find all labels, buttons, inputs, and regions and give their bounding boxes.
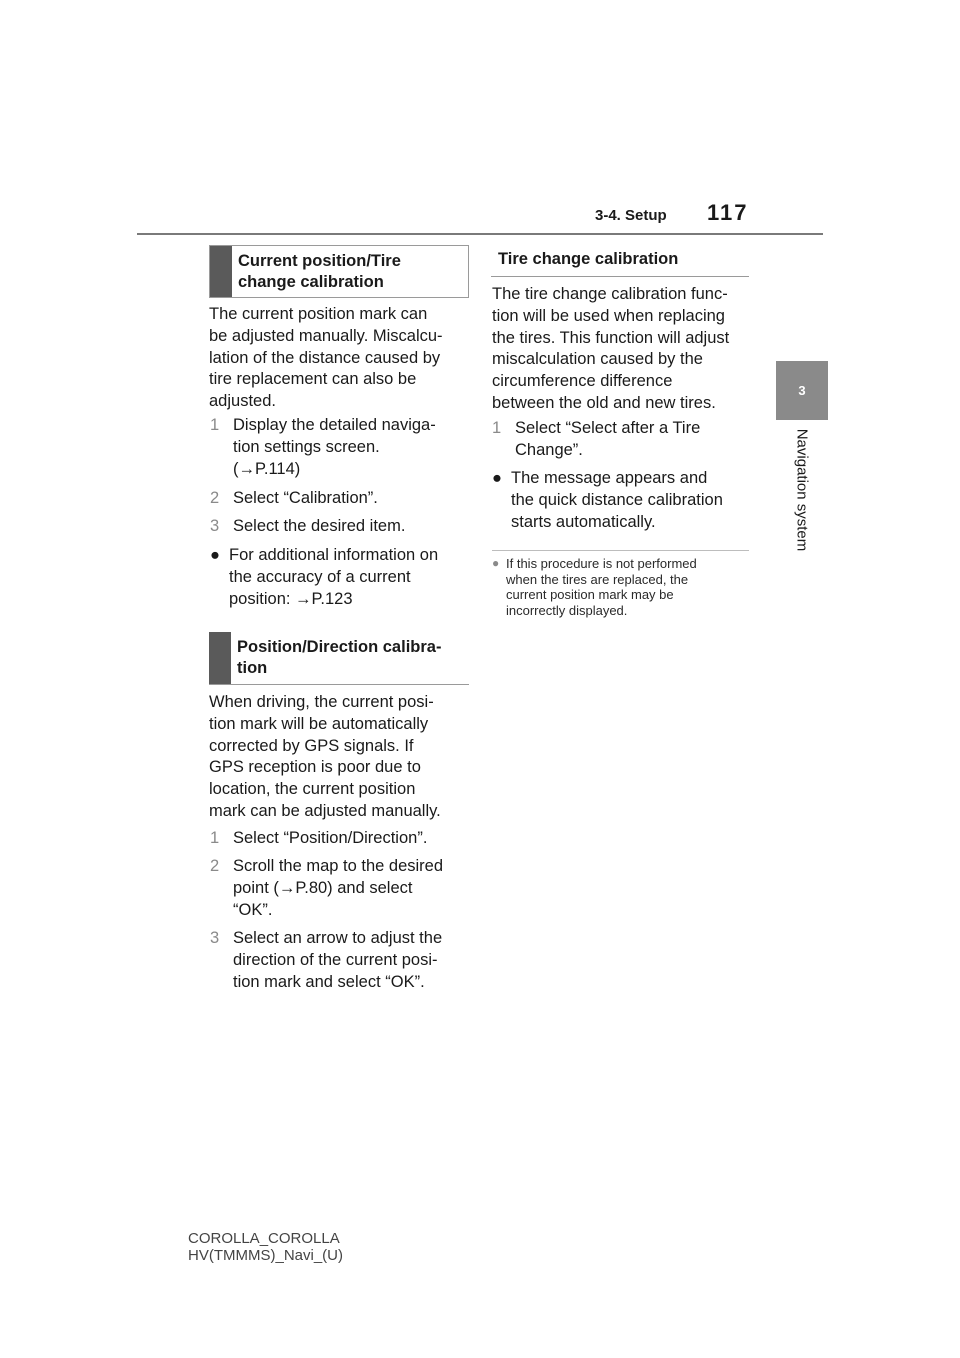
intro-paragraph xyxy=(209,304,469,413)
text-line: tion settings screen. xyxy=(233,437,380,456)
step-number: 2 xyxy=(210,857,220,875)
step2-2 xyxy=(210,856,472,921)
heading-line: Position/Direction calibra- xyxy=(237,638,442,656)
heading-line: Tire change calibration xyxy=(498,250,679,268)
step-1 xyxy=(210,415,470,480)
text-line: If this procedure is not performed xyxy=(506,556,697,571)
text-line: mark can be adjusted manually. xyxy=(209,801,441,820)
text-line: Change”. xyxy=(515,440,583,459)
heading-line: tion xyxy=(237,659,268,677)
note-bullet-icon: ● xyxy=(492,556,500,570)
step-2 xyxy=(210,488,470,510)
text-line: lation of the distance caused by xyxy=(209,348,441,367)
text-line: circumference difference xyxy=(492,372,673,391)
footer-line: HV(TMMMS)_Navi_(U) xyxy=(188,1247,343,1264)
text-line: Select an arrow to adjust the xyxy=(233,929,443,947)
text-line: When driving, the current posi- xyxy=(209,693,434,711)
page-reference: point (→P.80) and select xyxy=(233,878,413,897)
tire-change-paragraph xyxy=(492,284,754,415)
text-line: when the tires are replaced, the xyxy=(506,571,689,587)
text-line: incorrectly displayed. xyxy=(506,602,628,618)
text-line: the accuracy of a current xyxy=(229,567,411,586)
heading-line: Current position/Tire xyxy=(238,251,401,270)
text-line: For additional information on xyxy=(229,546,439,564)
header-divider xyxy=(137,233,823,235)
note-divider xyxy=(492,550,749,551)
heading-bar xyxy=(210,246,232,297)
step-number: 1 xyxy=(210,416,220,434)
position-direction-paragraph xyxy=(209,692,471,823)
step-number: 3 xyxy=(210,929,220,947)
step-number: 2 xyxy=(210,489,220,507)
text-line: current position mark may be xyxy=(506,587,674,603)
chapter-number: 3 xyxy=(798,383,806,398)
text-line: The current position mark can xyxy=(209,305,428,323)
text-line: between the old and new tires. xyxy=(492,393,716,412)
text-line: GPS reception is poor due to xyxy=(209,758,421,777)
step-3 xyxy=(210,516,470,538)
bullet-additional-info xyxy=(210,545,472,610)
page-number: 117 xyxy=(707,200,749,225)
text-line: Select “Position/Direction”. xyxy=(233,829,428,847)
step2-1 xyxy=(210,828,472,850)
text-line: location, the current position xyxy=(209,780,416,799)
text-line: The message appears and xyxy=(511,469,708,487)
chapter-label: Navigation system xyxy=(793,428,811,552)
text-line: Select “Calibration”. xyxy=(233,489,378,507)
tire-step-1 xyxy=(492,418,754,462)
text-line: tire replacement can also be xyxy=(209,370,417,389)
text-line: be adjusted manually. Miscalcu- xyxy=(209,326,443,345)
bullet-message-appears xyxy=(492,468,754,533)
step-number: 1 xyxy=(210,829,220,847)
footer xyxy=(188,1230,343,1264)
text-line: Display the detailed naviga- xyxy=(233,416,436,434)
section-title: 3-4. Setup xyxy=(595,207,667,224)
note xyxy=(492,556,752,618)
text-line: the tires. This function will adjust xyxy=(492,328,730,347)
text-line: direction of the current posi- xyxy=(233,950,438,969)
heading-current-position-calibration xyxy=(209,245,469,298)
text-line: “OK”. xyxy=(233,900,273,919)
text-line: corrected by GPS signals. If xyxy=(209,736,414,755)
step-number: 3 xyxy=(210,517,220,535)
bullet-icon: ● xyxy=(210,546,220,564)
text-line: Scroll the map to the desired xyxy=(233,857,444,875)
step-number: 1 xyxy=(492,419,502,437)
text-line: Select the desired item. xyxy=(233,517,406,535)
chapter-tab xyxy=(776,361,828,420)
text-line: starts automatically. xyxy=(511,512,656,531)
text-line: miscalculation caused by the xyxy=(492,350,703,369)
heading-tire-change-calibration xyxy=(491,245,749,277)
text-line: The tire change calibration func- xyxy=(492,285,728,303)
text-line: tion mark and select “OK”. xyxy=(233,972,425,991)
page-reference: position: →P.123 xyxy=(229,589,353,608)
text-line: the quick distance calibration xyxy=(511,490,723,509)
text-line: adjusted. xyxy=(209,392,276,411)
heading-bar xyxy=(209,632,231,684)
step2-3 xyxy=(210,928,472,993)
heading-line: change calibration xyxy=(238,272,384,291)
text-line: Select “Select after a Tire xyxy=(515,419,701,437)
text-line: tion mark will be automatically xyxy=(209,714,429,733)
heading-position-direction-calibration xyxy=(209,632,469,685)
page-reference: (→P.114) xyxy=(233,459,301,478)
footer-line: COROLLA_COROLLA xyxy=(188,1230,340,1247)
text-line: tion will be used when replacing xyxy=(492,306,725,325)
bullet-icon: ● xyxy=(492,469,502,487)
